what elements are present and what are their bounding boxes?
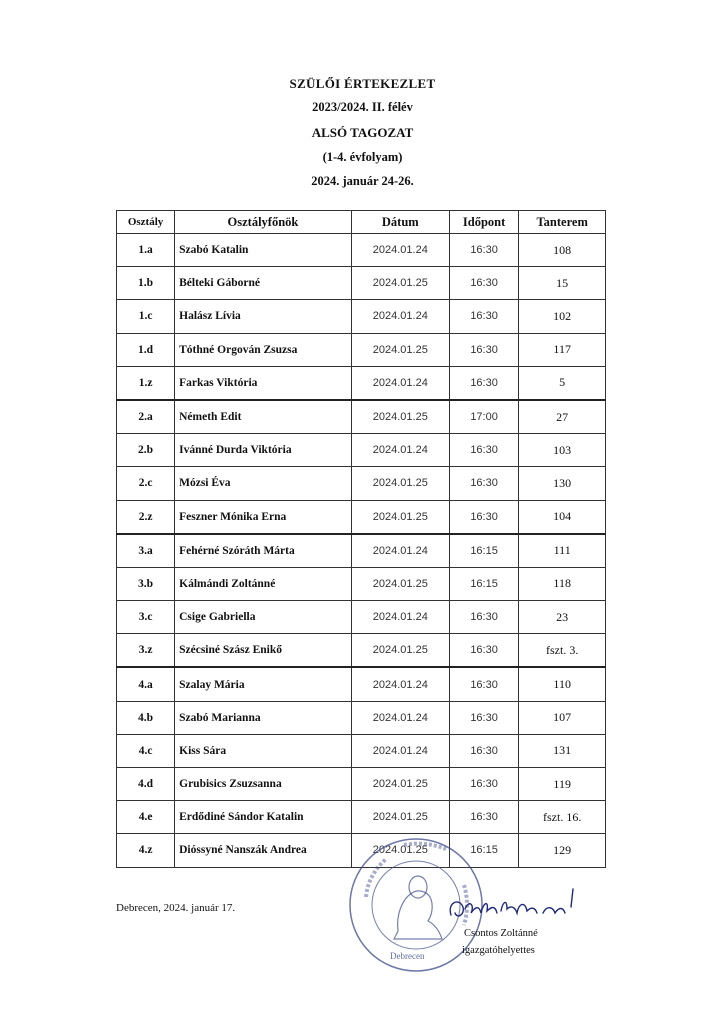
cell-teacher: Erdődiné Sándor Katalin bbox=[175, 801, 352, 834]
table-row bbox=[117, 567, 606, 600]
cell-room: 27 bbox=[519, 400, 606, 434]
cell-class: 3.c bbox=[117, 601, 175, 634]
cell-class: 1.z bbox=[117, 366, 175, 400]
cell-time: 16:30 bbox=[449, 234, 519, 267]
column-header-time: Időpont bbox=[449, 211, 519, 234]
cell-date: 2024.01.24 bbox=[351, 234, 449, 267]
cell-teacher: Szalay Mária bbox=[175, 667, 352, 701]
cell-room: 131 bbox=[519, 734, 606, 767]
table-row bbox=[117, 534, 606, 568]
table-row bbox=[117, 634, 606, 668]
cell-time: 16:30 bbox=[449, 300, 519, 333]
semester: 2023/2024. II. félév bbox=[312, 100, 413, 114]
cell-class: 1.b bbox=[117, 267, 175, 300]
cell-teacher: Ivánné Durda Viktória bbox=[175, 434, 352, 467]
cell-time: 17:00 bbox=[449, 400, 519, 434]
cell-date: 2024.01.25 bbox=[351, 267, 449, 300]
cell-time: 16:30 bbox=[449, 667, 519, 701]
cell-room: 102 bbox=[519, 300, 606, 333]
cell-date: 2024.01.24 bbox=[351, 734, 449, 767]
cell-time: 16:30 bbox=[449, 768, 519, 801]
cell-class: 4.z bbox=[117, 834, 175, 867]
table-row bbox=[117, 234, 606, 267]
cell-date: 2024.01.25 bbox=[351, 567, 449, 600]
cell-room: 5 bbox=[519, 366, 606, 400]
cell-date: 2024.01.25 bbox=[351, 834, 449, 867]
table-row bbox=[117, 601, 606, 634]
cell-teacher: Dióssyné Nanszák Andrea bbox=[175, 834, 352, 867]
place-date: Debrecen, 2024. január 17. bbox=[116, 902, 236, 914]
cell-room: 119 bbox=[519, 768, 606, 801]
table-row bbox=[117, 500, 606, 534]
column-header-room: Tanterem bbox=[519, 211, 606, 234]
grade-range: (1-4. évfolyam) bbox=[322, 150, 403, 164]
cell-teacher: Bélteki Gáborné bbox=[175, 267, 352, 300]
schedule-table bbox=[116, 210, 606, 868]
signer-title: igazgatóhelyettes bbox=[462, 945, 535, 956]
table-row bbox=[117, 366, 606, 400]
cell-class: 2.z bbox=[117, 500, 175, 534]
table-row bbox=[117, 801, 606, 834]
column-header-teacher: Osztályfőnök bbox=[175, 211, 352, 234]
cell-class: 3.z bbox=[117, 634, 175, 668]
cell-class: 2.b bbox=[117, 434, 175, 467]
cell-teacher: Fehérné Szóráth Márta bbox=[175, 534, 352, 568]
cell-date: 2024.01.25 bbox=[351, 467, 449, 500]
column-header-class: Osztály bbox=[117, 211, 175, 234]
cell-room: 23 bbox=[519, 601, 606, 634]
cell-teacher: Halász Lívia bbox=[175, 300, 352, 333]
cell-date: 2024.01.25 bbox=[351, 634, 449, 668]
cell-room: 130 bbox=[519, 467, 606, 500]
cell-teacher: Németh Edit bbox=[175, 400, 352, 434]
cell-teacher: Kiss Sára bbox=[175, 734, 352, 767]
cell-class: 4.d bbox=[117, 768, 175, 801]
cell-room: fszt. 3. bbox=[519, 634, 606, 668]
table-row bbox=[117, 400, 606, 434]
signature bbox=[445, 885, 585, 930]
cell-time: 16:30 bbox=[449, 366, 519, 400]
cell-date: 2024.01.24 bbox=[351, 667, 449, 701]
cell-teacher: Grubisics Zsuzsanna bbox=[175, 768, 352, 801]
cell-time: 16:30 bbox=[449, 701, 519, 734]
cell-time: 16:30 bbox=[449, 467, 519, 500]
table-row bbox=[117, 434, 606, 467]
cell-date: 2024.01.25 bbox=[351, 801, 449, 834]
section-title: ALSÓ TAGOZAT bbox=[311, 125, 414, 140]
cell-date: 2024.01.25 bbox=[351, 500, 449, 534]
cell-time: 16:30 bbox=[449, 434, 519, 467]
cell-class: 1.d bbox=[117, 333, 175, 366]
table-row bbox=[117, 701, 606, 734]
cell-date: 2024.01.25 bbox=[351, 400, 449, 434]
column-header-date: Dátum bbox=[351, 211, 449, 234]
signer-name: Csontos Zoltánné bbox=[464, 928, 538, 939]
cell-room: 107 bbox=[519, 701, 606, 734]
cell-class: 2.a bbox=[117, 400, 175, 434]
cell-time: 16:15 bbox=[449, 834, 519, 867]
table-row bbox=[117, 300, 606, 333]
cell-time: 16:30 bbox=[449, 333, 519, 366]
cell-teacher: Szabó Katalin bbox=[175, 234, 352, 267]
cell-date: 2024.01.24 bbox=[351, 434, 449, 467]
date-range: 2024. január 24-26. bbox=[311, 174, 414, 188]
cell-date: 2024.01.25 bbox=[351, 768, 449, 801]
stamp-text: Debrecen bbox=[390, 951, 425, 961]
doc-title: SZÜLŐI ÉRTEKEZLET bbox=[289, 76, 436, 91]
cell-class: 2.c bbox=[117, 467, 175, 500]
cell-date: 2024.01.24 bbox=[351, 601, 449, 634]
table-row bbox=[117, 467, 606, 500]
table-header-row bbox=[117, 211, 606, 234]
cell-time: 16:30 bbox=[449, 267, 519, 300]
cell-time: 16:30 bbox=[449, 734, 519, 767]
table-row bbox=[117, 734, 606, 767]
cell-class: 4.e bbox=[117, 801, 175, 834]
cell-class: 1.c bbox=[117, 300, 175, 333]
cell-class: 3.b bbox=[117, 567, 175, 600]
cell-room: 110 bbox=[519, 667, 606, 701]
table-row bbox=[117, 333, 606, 366]
cell-date: 2024.01.24 bbox=[351, 300, 449, 333]
cell-time: 16:30 bbox=[449, 801, 519, 834]
table-row bbox=[117, 667, 606, 701]
cell-time: 16:30 bbox=[449, 601, 519, 634]
cell-room: 118 bbox=[519, 567, 606, 600]
cell-class: 4.a bbox=[117, 667, 175, 701]
table-row bbox=[117, 267, 606, 300]
cell-time: 16:15 bbox=[449, 534, 519, 568]
cell-teacher: Farkas Viktória bbox=[175, 366, 352, 400]
cell-date: 2024.01.24 bbox=[351, 701, 449, 734]
cell-room: 117 bbox=[519, 333, 606, 366]
cell-room: 104 bbox=[519, 500, 606, 534]
table-row bbox=[117, 768, 606, 801]
cell-room: 103 bbox=[519, 434, 606, 467]
cell-teacher: Kálmándi Zoltánné bbox=[175, 567, 352, 600]
cell-room: 111 bbox=[519, 534, 606, 568]
cell-teacher: Mózsi Éva bbox=[175, 467, 352, 500]
cell-class: 3.a bbox=[117, 534, 175, 568]
cell-date: 2024.01.25 bbox=[351, 333, 449, 366]
cell-teacher: Tóthné Orgován Zsuzsa bbox=[175, 333, 352, 366]
cell-teacher: Szécsiné Szász Enikő bbox=[175, 634, 352, 668]
cell-class: 4.c bbox=[117, 734, 175, 767]
cell-room: 108 bbox=[519, 234, 606, 267]
cell-time: 16:15 bbox=[449, 567, 519, 600]
cell-date: 2024.01.24 bbox=[351, 366, 449, 400]
cell-time: 16:30 bbox=[449, 500, 519, 534]
cell-room: 129 bbox=[519, 834, 606, 867]
cell-time: 16:30 bbox=[449, 634, 519, 668]
cell-teacher: Csige Gabriella bbox=[175, 601, 352, 634]
cell-date: 2024.01.24 bbox=[351, 534, 449, 568]
cell-room: 15 bbox=[519, 267, 606, 300]
cell-class: 1.a bbox=[117, 234, 175, 267]
cell-teacher: Szabó Marianna bbox=[175, 701, 352, 734]
cell-room: fszt. 16. bbox=[519, 801, 606, 834]
cell-teacher: Feszner Mónika Erna bbox=[175, 500, 352, 534]
cell-class: 4.b bbox=[117, 701, 175, 734]
